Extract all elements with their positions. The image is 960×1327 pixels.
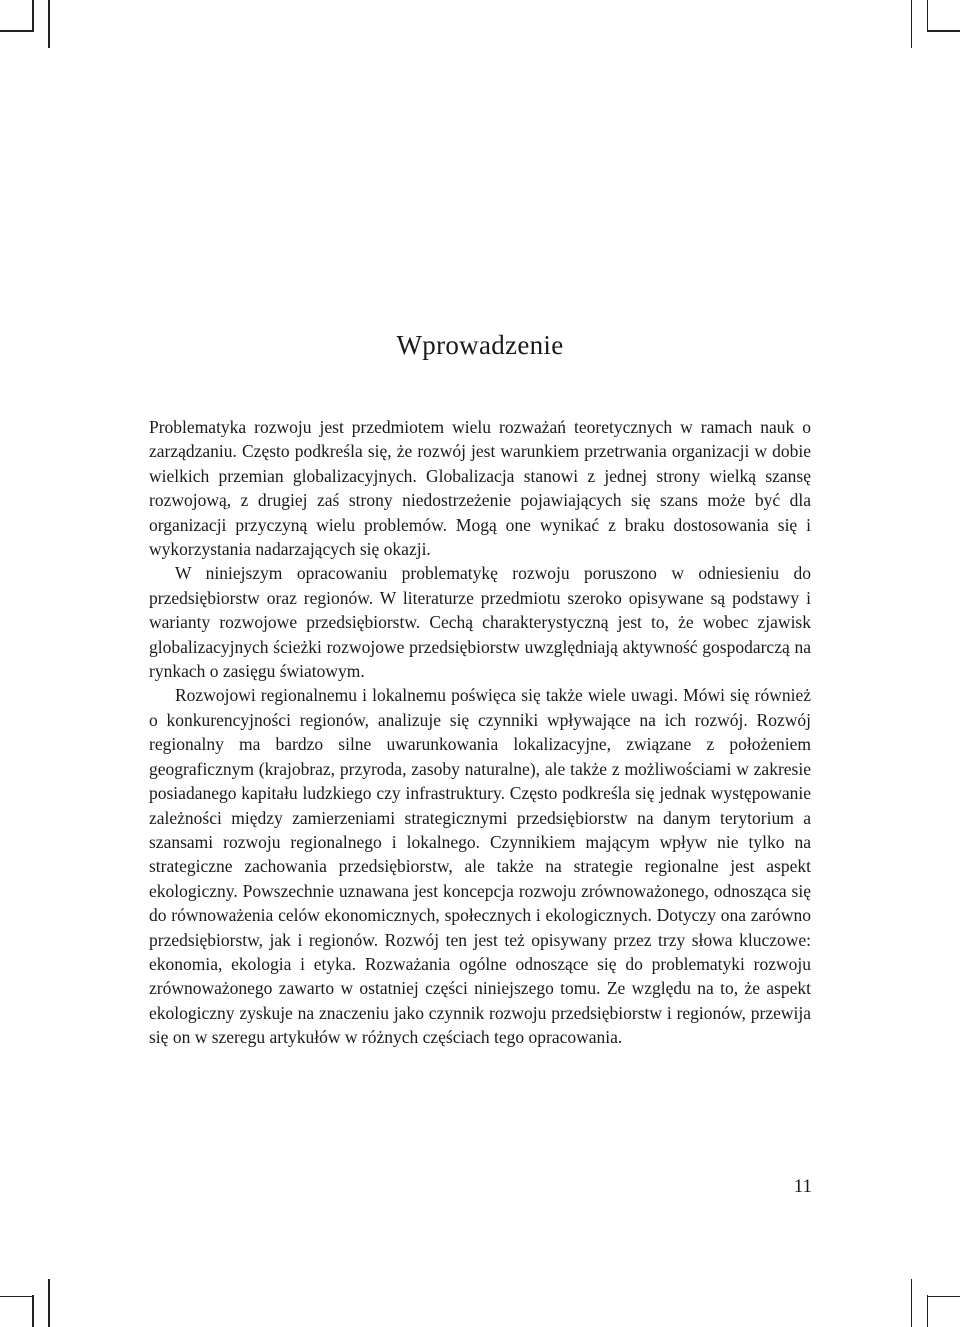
crop-mark-bottom-left [0, 1296, 32, 1298]
paragraph-2: W niniejszym opracowaniu problematykę rozwoju poruszono w odniesieniu do przedsiębiorstw oraz regionów. W literaturze przedmiotu szeroko opisywane są podstawy i warianty rozwojowe przedsiębiorstw. Cechą charakterystyczną jest to, że wobec zjawisk globalizacyjnych ścieżki rozwojowe przedsiębiorstw uwzględniają aktywność gospodarczą na rynkach o zasięgu światowym. [149, 563, 811, 682]
crop-mark-bottom-left [32, 1295, 34, 1327]
crop-mark-top-left [0, 30, 32, 32]
body-text [149, 415, 811, 1050]
paragraph-1: Problematyka rozwoju jest przedmiotem wielu rozważań teoretycznych w ramach nauk o zarządzaniu. Często podkreśla się, że rozwój jest warunkiem przetrwania organizacji w dobie wielkich przemian globalizacyjnych. Globalizacja stanowi z jednej strony wielką szansę rozwojową, z drugiej zaś strony niedostrzeżenie pojawiających się szans może być dla organizacji przyczyną wielu problemów. Mogą one wynikać z braku dostosowania się i wykorzystania nadarzających się okazji. [149, 417, 811, 560]
crop-mark-bottom-right [927, 1295, 929, 1327]
crop-mark-bottom-left [48, 1279, 50, 1327]
page-number: 11 [793, 1176, 812, 1197]
crop-mark-top-left [32, 0, 34, 32]
page-title: Wprowadzenie [396, 330, 564, 360]
crop-mark-top-right [911, 0, 913, 48]
crop-mark-top-right [927, 0, 929, 32]
crop-mark-bottom-right [911, 1279, 913, 1327]
paragraph-3: Rozwojowi regionalnemu i lokalnemu poświęca się także wiele uwagi. Mówi się również o konkurencyjności regionów, analizuje się czynniki wpływające na ich rozwój. Rozwój regionalny ma bardzo silne uwarunkowania lokalizacyjne, związane z położeniem geograficznym (krajobraz, przyroda, zasoby naturalne), ale także z możliwościami w zakresie posiadanego kapitału ludzkiego czy infrastruktury. Często podkreśla się jednak występowanie zależności między zamierzeniami strategicznymi przedsiębiorstw na danym terytorium a szansami rozwoju regionalnego i lokalnego. Czynnikiem mającym wpływ nie tylko na strategiczne zachowania przedsiębiorstw, ale także na strategie regionalne jest aspekt ekologiczny. Powszechnie uznawana jest koncepcja rozwoju zrównoważonego, odnosząca się do równoważenia celów ekonomicznych, społecznych i ekologicznych. Dotyczy ona zarówno przedsiębiorstw, jak i regionów. Rozwój ten jest też opisywany przez trzy słowa kluczowe: ekonomia, ekologia i etyka. Rozważania ogólne odnoszące się do problematyki rozwoju zrównoważonego zawarto w ostatniej części niniejszego tomu. Ze względu na to, że aspekt ekologiczny zyskuje na znaczeniu jako czynnik rozwoju przedsiębiorstw i regionów, przewija się on w szeregu artykułów w różnych częściach tego opracowania. [149, 685, 811, 1048]
crop-mark-bottom-right [928, 1296, 960, 1298]
crop-mark-top-right [928, 30, 960, 32]
crop-mark-top-left [48, 0, 50, 48]
